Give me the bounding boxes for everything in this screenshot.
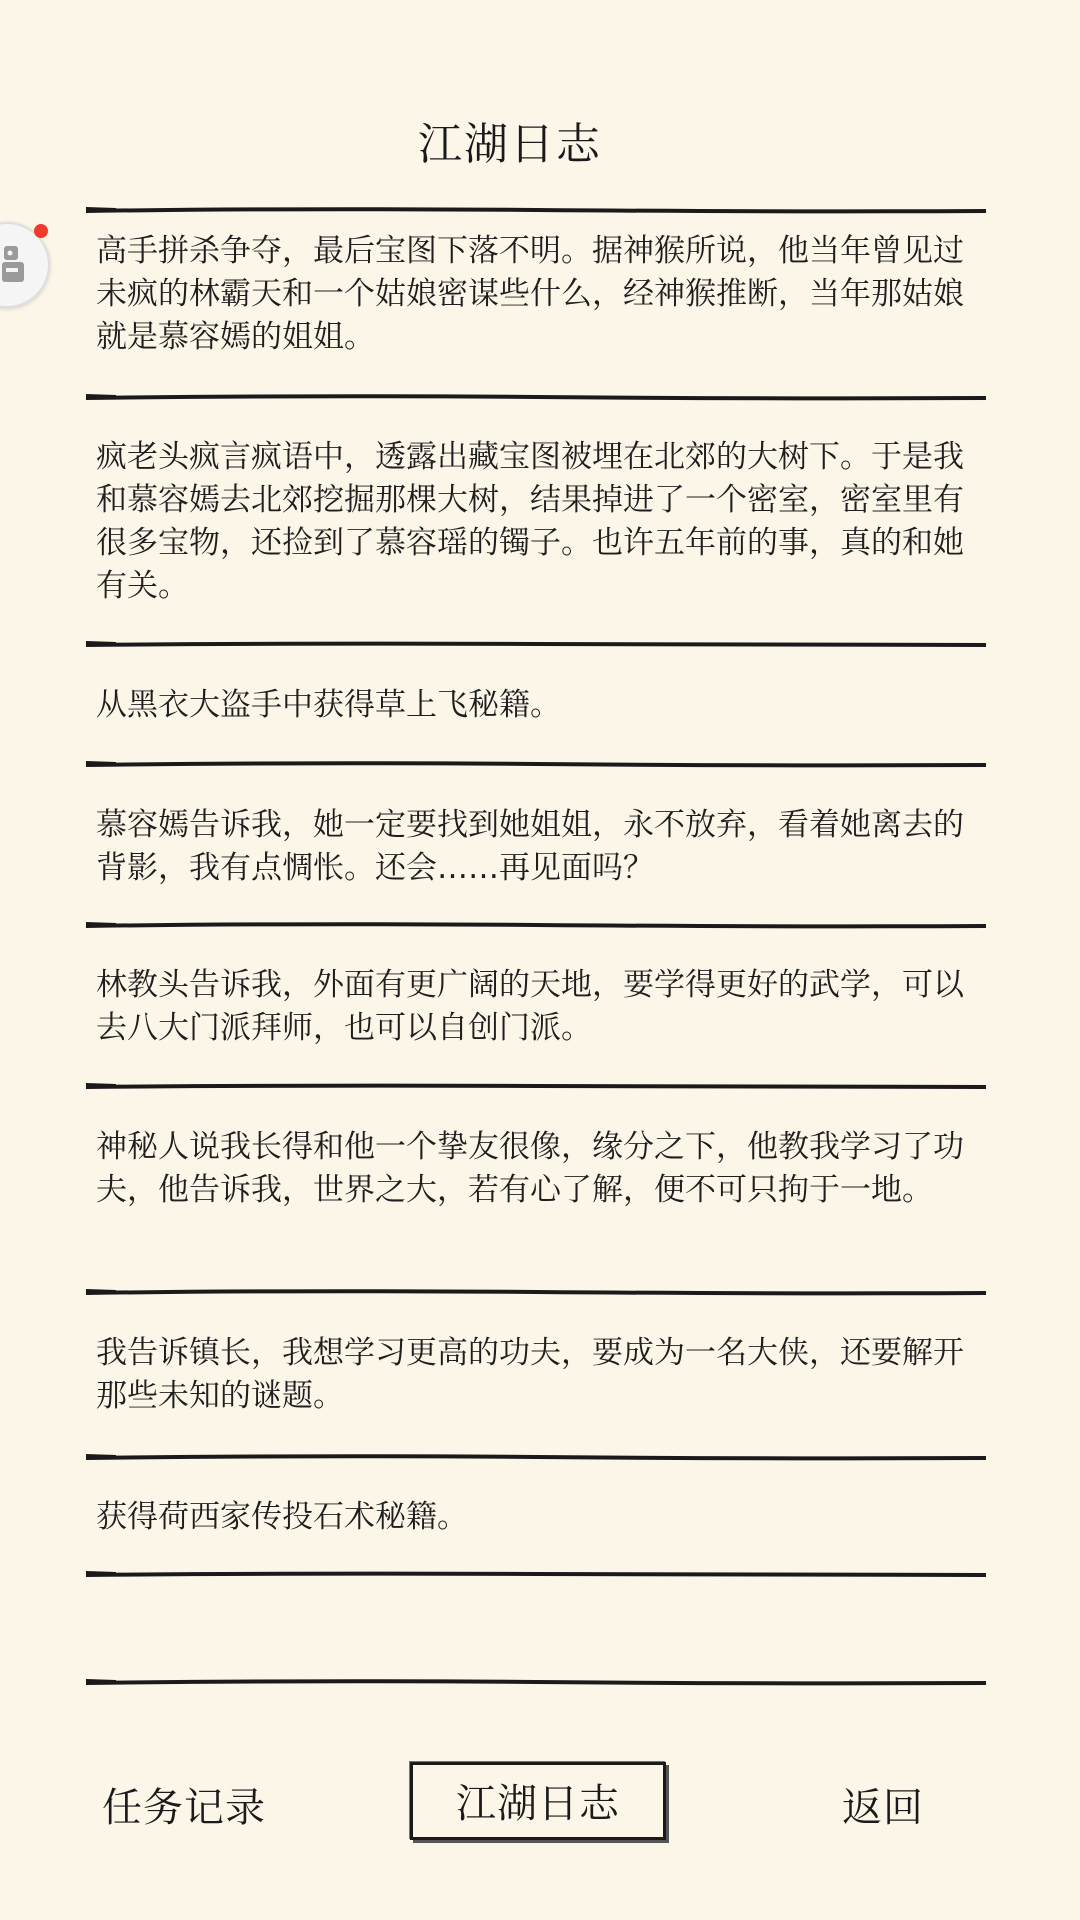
divider: [86, 390, 986, 404]
back-button[interactable]: 返回: [842, 1785, 924, 1831]
bottom-tab-bar: [0, 1762, 1080, 1842]
assistant-robot-icon: [2, 242, 36, 288]
divider: [86, 1568, 986, 1582]
divider: [86, 204, 986, 218]
journal-entry: 疯老头疯言疯语中，透露出藏宝图被埋在北郊的大树下。于是我和慕容嫣去北郊挖掘那棵大树，结果掉进了一个密室，密室里有很多宝物，还捡到了慕容瑶的镯子。也许五年前的事，真的和她有关。: [96, 439, 964, 604]
divider: [86, 1080, 986, 1094]
journal-entry: 从黑衣大盗手中获得草上飞秘籍。: [96, 687, 561, 723]
journal-entry: 获得荷西家传投石术秘籍。: [96, 1499, 468, 1535]
divider: [86, 758, 986, 772]
journal-entry: 林教头告诉我，外面有更广阔的天地，要学得更好的武学，可以去八大门派拜师，也可以自创门派。: [96, 967, 964, 1046]
divider: [86, 1286, 986, 1300]
page-title: 江湖日志: [418, 119, 602, 170]
journal-entry: 神秘人说我长得和他一个挚友很像，缘分之下，他教我学习了功夫，他告诉我，世界之大，若有心了解，便不可只拘于一地。: [96, 1129, 964, 1208]
tab-jianghu-log[interactable]: 江湖日志: [410, 1762, 666, 1840]
divider: [86, 1676, 986, 1690]
divider: [86, 918, 986, 932]
journal-entry: 慕容嫣告诉我，她一定要找到她姐姐，永不放弃，看着她离去的背影，我有点惆怅。还会……再见面吗？: [96, 807, 964, 886]
journal-entry: 高手拼杀争夺，最后宝图下落不明。据神猴所说，他当年曾见过未疯的林霸天和一个姑娘密谋些什么，经神猴推断，当年那姑娘就是慕容嫣的姐姐。: [96, 233, 964, 355]
journal-entry: 我告诉镇长，我想学习更高的功夫，要成为一名大侠，还要解开那些未知的谜题。: [96, 1335, 964, 1414]
divider: [86, 1450, 986, 1464]
tab-task-records[interactable]: 任务记录: [102, 1785, 266, 1831]
notification-badge: [34, 224, 48, 238]
divider: [86, 638, 986, 652]
